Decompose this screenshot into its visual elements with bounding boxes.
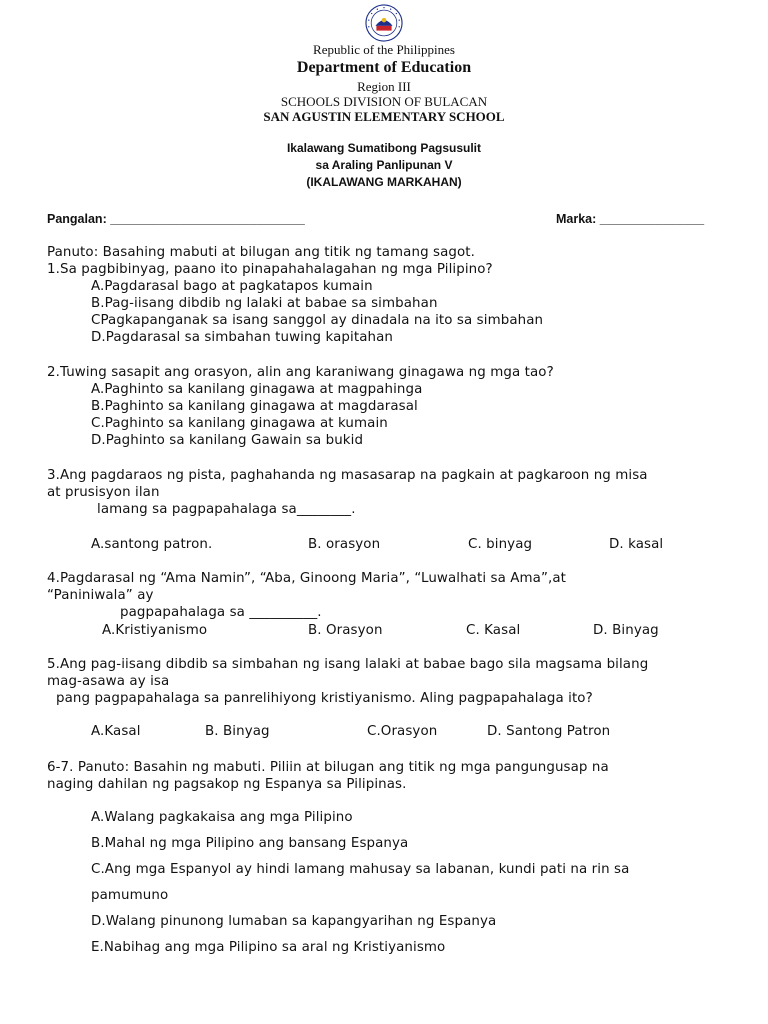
q67-choice-c[interactable]: C.Ang mga Espanyol ay hindi lamang mahusay sa labanan, kundi pati na rin sa bbox=[91, 862, 630, 877]
question-6-7-line-2: naging dahilan ng pagsakop ng Espanya sa Pilipinas. bbox=[47, 777, 407, 792]
q67-choice-a[interactable]: A.Walang pagkakaisa ang mga Pilipino bbox=[91, 810, 353, 825]
question-3-line-2: at prusisyon ilan bbox=[47, 485, 160, 500]
question-5-line-2: mag-asawa ay isa bbox=[47, 674, 170, 689]
q67-choice-d[interactable]: D.Walang pinunong lumaban sa kapangyarihan ng Espanya bbox=[91, 914, 497, 929]
q4-choice-a[interactable]: A.Kristiyanismo bbox=[102, 623, 208, 638]
question-3-line-1: 3.Ang pagdaraos ng pista, paghahanda ng masasarap na pagkain at pagkaroon ng misa bbox=[47, 468, 648, 483]
name-field[interactable]: Pangalan: ____________________________ bbox=[47, 212, 305, 226]
question-1: 1.Sa pagbibinyag, paano ito pinapahahalagahan ng mga Pilipino? bbox=[47, 262, 493, 277]
q5-choice-b[interactable]: B. Binyag bbox=[205, 724, 270, 739]
q3-choice-a[interactable]: A.santong patron. bbox=[91, 537, 213, 552]
q1-choice-d[interactable]: D.Pagdarasal sa simbahan tuwing kapitahan bbox=[91, 330, 393, 345]
question-4-line-3: pagpapahalaga sa __________. bbox=[120, 605, 322, 620]
question-4-line-1: 4.Pagdarasal ng “Ama Namin”, “Aba, Ginoong Maria”, “Luwalhati sa Ama”,at bbox=[47, 571, 567, 586]
deped-seal-icon bbox=[365, 4, 403, 42]
q67-choice-c-continued: pamumuno bbox=[91, 888, 169, 903]
test-quarter: (IKALAWANG MARKAHAN) bbox=[306, 175, 462, 189]
q3-choice-b[interactable]: B. orasyon bbox=[308, 537, 381, 552]
question-2: 2.Tuwing sasapit ang orasyon, alin ang karaniwang ginagawa ng mga tao? bbox=[47, 365, 554, 380]
republic-line: Republic of the Philippines bbox=[313, 42, 455, 57]
division-line: SCHOOLS DIVISION OF BULACAN bbox=[280, 94, 488, 109]
q5-choice-c[interactable]: C.Orasyon bbox=[367, 724, 438, 739]
q1-choice-a[interactable]: A.Pagdarasal bago at pagkatapos kumain bbox=[91, 279, 373, 294]
question-5-line-3: pang pagpapahalaga sa panrelihiyong kristiyanismo. Aling pagpapahalaga ito? bbox=[56, 691, 593, 706]
q2-choice-b[interactable]: B.Paghinto sa kanilang ginagawa at magdarasal bbox=[91, 399, 418, 414]
test-subject: sa Araling Panlipunan V bbox=[315, 158, 453, 172]
school-name: SAN AGUSTIN ELEMENTARY SCHOOL bbox=[263, 109, 505, 124]
q5-choice-a[interactable]: A.Kasal bbox=[91, 724, 141, 739]
q67-choice-b[interactable]: B.Mahal ng mga Pilipino ang bansang Espanya bbox=[91, 836, 409, 851]
question-6-7-line-1: 6-7. Panuto: Basahin ng mabuti. Piliin at bilugan ang titik ng mga pangungusap na bbox=[47, 760, 609, 775]
q2-choice-c[interactable]: C.Paghinto sa kanilang ginagawa at kumain bbox=[91, 416, 388, 431]
q4-choice-d[interactable]: D. Binyag bbox=[593, 623, 659, 638]
q3-choice-d[interactable]: D. kasal bbox=[609, 537, 664, 552]
q4-choice-b[interactable]: B. Orasyon bbox=[308, 623, 383, 638]
question-5-line-1: 5.Ang pag-iisang dibdib sa simbahan ng isang lalaki at babae bago sila magsama bilang bbox=[47, 657, 649, 672]
q67-choice-e[interactable]: E.Nabihag ang mga Pilipino sa aral ng Kristiyanismo bbox=[91, 940, 446, 955]
q1-choice-b[interactable]: B.Pag-iisang dibdib ng lalaki at babae sa simbahan bbox=[91, 296, 438, 311]
q5-choice-d[interactable]: D. Santong Patron bbox=[487, 724, 611, 739]
question-4-line-2: “Paniniwala” ay bbox=[47, 588, 154, 603]
region-line: Region III bbox=[357, 79, 411, 94]
instructions: Panuto: Basahing mabuti at bilugan ang titik ng tamang sagot. bbox=[47, 245, 476, 260]
department-title: Department of Education bbox=[296, 59, 472, 76]
q3-choice-c[interactable]: C. binyag bbox=[468, 537, 533, 552]
q4-choice-c[interactable]: C. Kasal bbox=[466, 623, 521, 638]
q1-choice-c[interactable]: CPagkapanganak sa isang sanggol ay dinadala na ito sa simbahan bbox=[91, 313, 544, 328]
question-3-line-3: lamang sa pagpapahalaga sa________. bbox=[97, 502, 356, 517]
score-field[interactable]: Marka: _______________ bbox=[556, 212, 705, 226]
test-title: Ikalawang Sumatibong Pagsusulit bbox=[286, 141, 482, 155]
q2-choice-d[interactable]: D.Paghinto sa kanilang Gawain sa bukid bbox=[91, 433, 364, 448]
q2-choice-a[interactable]: A.Paghinto sa kanilang ginagawa at magpahinga bbox=[91, 382, 423, 397]
